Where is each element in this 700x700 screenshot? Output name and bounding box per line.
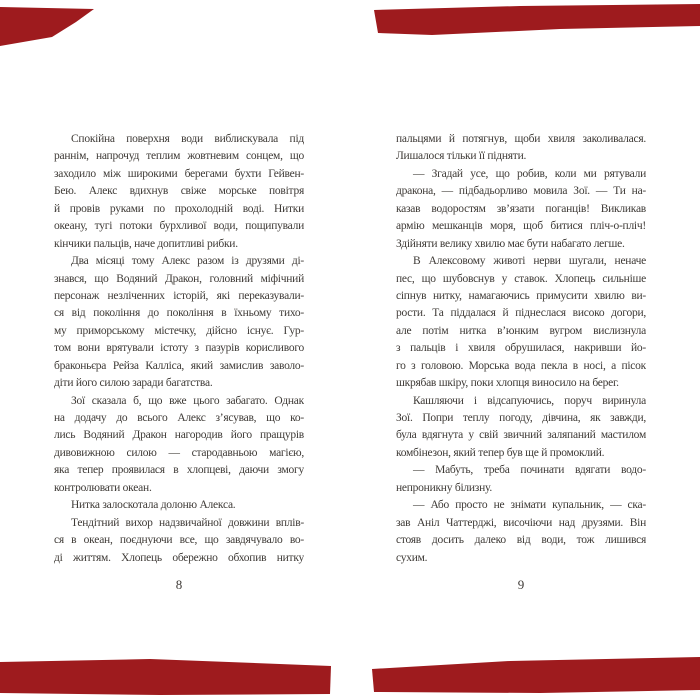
text-line: раннім, напрочуд теплим жовтневим сонцем, що (54, 150, 304, 163)
text-line: ся від покоління до покоління в їхньому тихо- (54, 307, 304, 320)
text-line: кінчики пальців, наче допитливі рибки. (54, 237, 238, 250)
page-number-right: 9 (517, 577, 525, 592)
paragraph (54, 497, 304, 514)
text-line: Здійняти велику хвилю має бути набагато легше. (396, 237, 625, 250)
text-line: заходило між широкими берегами бухти Гейвен- (54, 167, 304, 180)
text-line: В Алексовому животі нерви шугали, неначе (413, 255, 646, 268)
paragraph (396, 166, 646, 253)
text-line: — Згадай усе, що робив, коли ми рятували (413, 167, 646, 180)
paragraph (396, 393, 646, 463)
text-line: казав водоростям зв’язати поганців! Викликав (396, 202, 646, 215)
text-line: непроникну білизну. (396, 481, 492, 494)
text-line: пальцями й потягнув, щоби хвиля заколивалася. (396, 133, 646, 145)
text-line: діти його силою заради багатства. (54, 377, 213, 390)
text-line: на додачу до всього Алекс з’ясував, що ко- (54, 412, 304, 424)
paragraph (396, 462, 646, 497)
paragraph (396, 253, 646, 393)
text-line: шкрябав шкіру, поки хлопця виносило на берег. (396, 377, 619, 390)
text-line: — Або просто не знімати купальник, — ска- (413, 499, 646, 512)
text-line: стояв досить далеко від води, тож лишився (396, 534, 646, 547)
text-line: Два місяці тому Алекс разом із друзями ді- (71, 255, 304, 268)
text-line: Зої. Попри теплу погоду, дівчина, як завжди, (396, 412, 646, 424)
paragraph (396, 131, 646, 166)
paragraph (54, 393, 304, 498)
text-line: Тендітний вихор надзвичайної довжини вплів- (71, 516, 304, 529)
text-line: — Мабуть, треба починати вдягати водо- (413, 464, 646, 477)
text-line: армію мешканців моря, щоб битися пліч-о-пліч! (396, 220, 646, 233)
text-line: яка тепер проявилася в хлопцеві, даючи змогу (54, 464, 304, 477)
text-line: дивовижною силою — стародавньою магією, (54, 446, 304, 459)
text-line: Спокійна поверхня води виблискувала під (71, 133, 304, 145)
text-line: сіпнув нитку, намагаючись примусити хвилю ви- (396, 289, 646, 302)
text-line: з пальців і хвиля обрушилася, накривши йо- (396, 342, 646, 355)
text-line: контролювати океан. (54, 481, 152, 494)
paragraph (54, 131, 304, 253)
cover-edge-top-right (374, 4, 700, 35)
text-line: комбінезон, який тепер був ще й промоклий. (396, 446, 605, 459)
text-line: рости. Та піддалася й піднеслася високо догори, (396, 307, 646, 320)
cover-edge-bottom-left (0, 659, 331, 695)
text-line: ся в океан, поєднуючи все, що завдячувало во- (54, 534, 304, 547)
text-line: Кашляючи і відсапуючись, поруч виринула (413, 394, 646, 407)
paragraph (54, 515, 304, 567)
page-left-text (54, 131, 304, 567)
text-line: браконьєра Рейза Калліса, який замислив заволо- (54, 359, 304, 372)
text-line: зав Аніл Чаттерджі, височіючи над друзями. Він (396, 516, 646, 529)
text-line: Зої сказала б, що вже цього забагато. Однак (71, 394, 304, 407)
text-line: була вдягнута у свій звичний заляпаний мастилом (396, 429, 646, 442)
text-line: лись Водяний Дракон нагородив його пращурів (54, 429, 304, 442)
paragraph (54, 253, 304, 393)
text-line: го з головою. Морська вода пекла в носі, а пісок (396, 359, 646, 372)
text-line: том вони врятували істоту з пазурів корисливого (54, 342, 304, 355)
text-line: му приморському містечку, дійсно існує. Гур- (54, 324, 304, 337)
text-line: й провів руками по прохолодній воді. Нитки (54, 202, 304, 215)
page-right-text (396, 131, 646, 567)
text-line: Нитка залоскотала долоню Алекса. (71, 499, 236, 512)
paragraph (396, 497, 646, 567)
page-number-left: 8 (175, 577, 183, 592)
text-line: знався, що Водяний Дракон, головний міфічний (54, 272, 304, 285)
cover-edge-top-left (0, 7, 94, 46)
text-line: пес, що шубовснув у ставок. Хлопець сильніше (396, 272, 646, 285)
text-line: Бею. Алекс вдихнув свіже морське повітря (54, 185, 304, 198)
text-line: сухим. (396, 551, 428, 564)
text-line: дракона, — підбадьорливо мовила Зої. — Ти на- (396, 185, 646, 198)
text-line: персонаж незліченних історій, які переказували- (54, 289, 304, 302)
cover-edge-bottom-right (372, 657, 700, 693)
text-line: але потім нитка в’юнким вугром вислизнула (396, 324, 646, 337)
text-line: ді життям. Хлопець обережно обхопив нитку (54, 551, 304, 564)
text-line: океану, тугі потоки бурхливої води, пощипували (54, 220, 304, 233)
text-line: Лишалося тільки її підняти. (396, 150, 527, 163)
